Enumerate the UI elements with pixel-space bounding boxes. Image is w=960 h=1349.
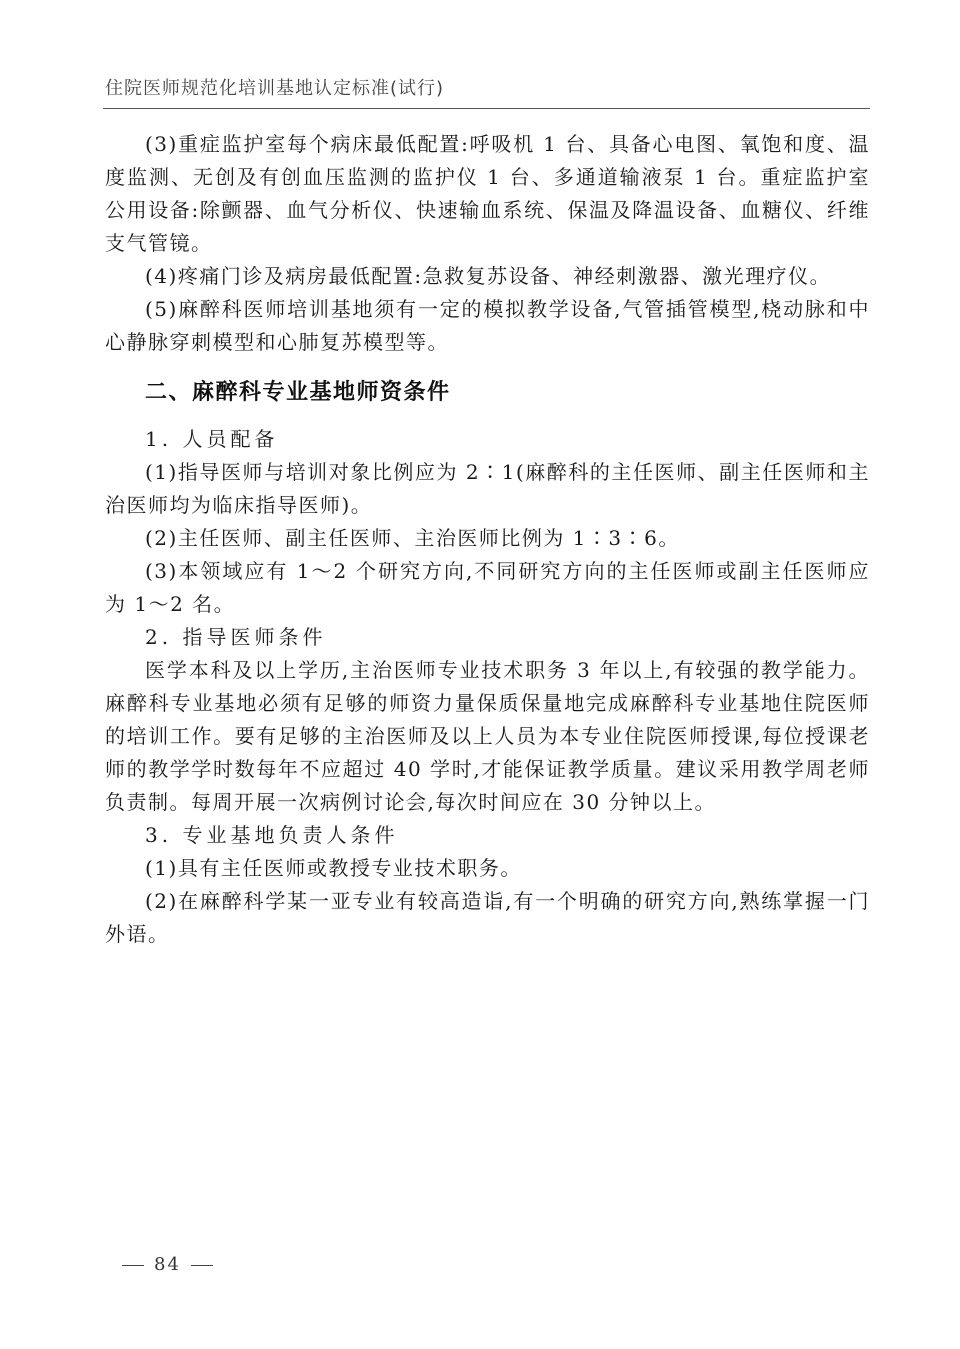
body-text — [105, 128, 870, 951]
page-number-value: 84 — [154, 1254, 181, 1275]
paragraph-icu-equipment: (3)重症监护室每个病床最低配置:呼吸机 1 台、具备心电图、氧饱和度、温度监测、无创及有创血压监测的监护仪 1 台、多通道输液泵 1 台。重症监护室公用设备:除颤器、血气分析仪、快速输血系统、保温及降温设备、血糖仪、纤维支气管镜。 — [105, 132, 870, 255]
page-number-dash-right — [191, 1265, 213, 1266]
paragraph-pain-clinic: (4)疼痛门诊及病房最低配置:急救复苏设备、神经刺激器、激光理疗仪。 — [145, 264, 832, 288]
paragraph-director-expertise: (2)在麻醉科学某一亚专业有较高造诣,有一个明确的研究方向,熟练掌握一门外语。 — [105, 889, 870, 946]
paragraph-ratio-ranks: (2)主任医师、副主任医师、主治医师比例为 1∶3∶6。 — [145, 526, 680, 550]
subheading-director-conditions: 3. 专业基地负责人条件 — [145, 823, 399, 847]
header-divider — [103, 108, 870, 109]
paragraph-ratio-trainees: (1)指导医师与培训对象比例应为 2∶1(麻醉科的主任医师、副主任医师和主治医师均为临床指导医师)。 — [105, 460, 870, 517]
subheading-instructor-conditions: 2. 指导医师条件 — [145, 625, 327, 649]
paragraph-research-directions: (3)本领域应有 1～2 个研究方向,不同研究方向的主任医师或副主任医师应为 1～2 名。 — [105, 559, 870, 616]
page-number-dash-left — [122, 1265, 144, 1266]
page-number — [112, 1254, 223, 1275]
paragraph-simulation-equipment: (5)麻醉科医师培训基地须有一定的模拟教学设备,气管插管模型,桡动脉和中心静脉穿刺模型和心肺复苏模型等。 — [105, 297, 870, 354]
section-heading-faculty: 二、麻醉科专业基地师资条件 — [145, 380, 451, 405]
paragraph-director-title: (1)具有主任医师或教授专业技术职务。 — [145, 856, 522, 880]
subheading-staffing: 1. 人员配备 — [145, 427, 279, 451]
running-header: 住院医师规范化培训基地认定标准(试行) — [105, 78, 445, 99]
paragraph-instructor-requirements: 医学本科及以上学历,主治医师专业技术职务 3 年以上,有较强的教学能力。麻醉科专业基地必须有足够的师资力量保质保量地完成麻醉科专业基地住院医师的培训工作。要有足够的主治医师及以上人员为本专业住院医师授课,每位授课老师的教学学时数每年不应超过 40 学时,才能保证教学质量。建议采用教学周老师负责制。每周开展一次病例讨论会,每次时间应在 30 分钟以上。 — [105, 658, 870, 814]
